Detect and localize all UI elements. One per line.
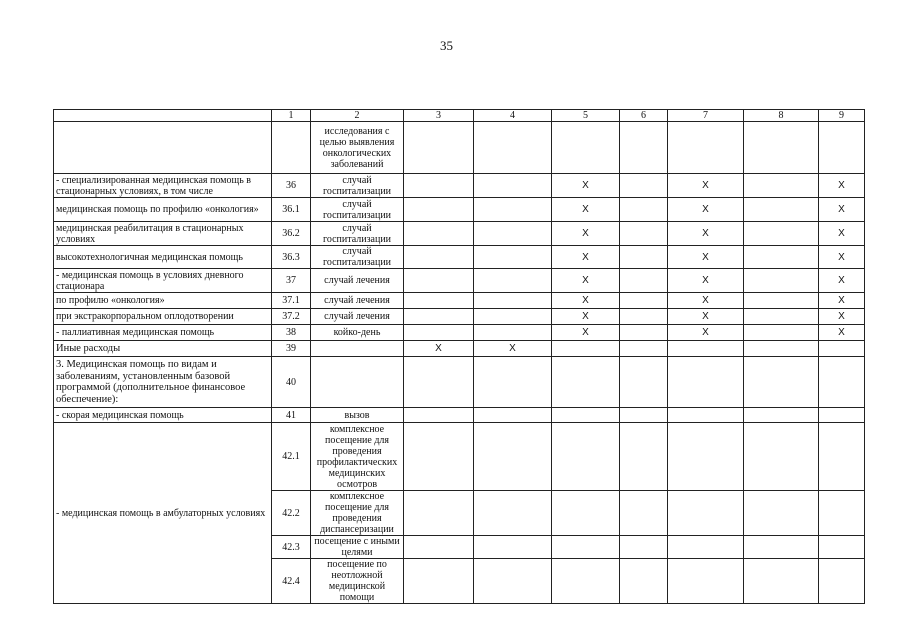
row-code: 37.2 (272, 309, 311, 325)
cell-c5 (552, 408, 620, 423)
cell-c8 (744, 491, 819, 536)
row-unit: посещение с иными целями (311, 536, 404, 559)
cell-c3: X (404, 341, 474, 357)
row-name: - медицинская помощь в условиях дневного стационара (54, 269, 272, 293)
cell-c4 (474, 246, 552, 269)
row-unit (311, 341, 404, 357)
cell-c6 (620, 423, 668, 491)
row-unit: случай госпитализации (311, 174, 404, 198)
row-name: Иные расходы (54, 341, 272, 357)
cell-c8 (744, 246, 819, 269)
cell-c6 (620, 559, 668, 604)
table-row (54, 198, 865, 222)
row-code: 36 (272, 174, 311, 198)
cell-c7 (668, 559, 744, 604)
cell-c9: X (819, 246, 865, 269)
row-name: медицинская реабилитация в стационарных условиях (54, 222, 272, 246)
header-cell: 9 (819, 110, 865, 122)
cell-c7 (668, 122, 744, 174)
header-cell (54, 110, 272, 122)
header-cell: 2 (311, 110, 404, 122)
cell-c5: X (552, 309, 620, 325)
cell-c4 (474, 357, 552, 408)
row-code: 38 (272, 325, 311, 341)
cell-c6 (620, 293, 668, 309)
cell-c3 (404, 222, 474, 246)
cell-c5 (552, 423, 620, 491)
cell-c6 (620, 174, 668, 198)
cell-c3 (404, 536, 474, 559)
row-code: 39 (272, 341, 311, 357)
header-cell: 8 (744, 110, 819, 122)
cell-c3 (404, 122, 474, 174)
cell-c8 (744, 341, 819, 357)
cell-c4 (474, 122, 552, 174)
cell-c8 (744, 536, 819, 559)
cell-c8 (744, 293, 819, 309)
cell-c3 (404, 423, 474, 491)
table-row (54, 309, 865, 325)
cell-c8 (744, 357, 819, 408)
cell-c8 (744, 325, 819, 341)
cell-c5 (552, 357, 620, 408)
cell-c3 (404, 174, 474, 198)
row-code: 36.3 (272, 246, 311, 269)
row-code (272, 122, 311, 174)
cell-c7: X (668, 222, 744, 246)
row-unit: исследования с целью выявления онкологических заболеваний (311, 122, 404, 174)
cell-c8 (744, 122, 819, 174)
cell-c8 (744, 269, 819, 293)
cell-c8 (744, 559, 819, 604)
table-row (54, 246, 865, 269)
row-name: - специализированная медицинская помощь в стационарных условиях, в том числе (54, 174, 272, 198)
cell-c7 (668, 341, 744, 357)
row-code: 37 (272, 269, 311, 293)
page-number: 35 (440, 38, 453, 53)
cell-c3 (404, 559, 474, 604)
table-row (54, 222, 865, 246)
cell-c7 (668, 536, 744, 559)
row-name: по профилю «онкология» (54, 293, 272, 309)
row-unit (311, 357, 404, 408)
row-code: 36.2 (272, 222, 311, 246)
cell-c4 (474, 222, 552, 246)
cell-c7: X (668, 198, 744, 222)
cell-c4 (474, 408, 552, 423)
row-name: - скорая медицинская помощь (54, 408, 272, 423)
table-row (54, 423, 865, 491)
cell-c7 (668, 423, 744, 491)
cell-c7 (668, 357, 744, 408)
cell-c4 (474, 536, 552, 559)
cell-c6 (620, 357, 668, 408)
cell-c9 (819, 491, 865, 536)
cell-c9: X (819, 293, 865, 309)
row-code: 42.2 (272, 491, 311, 536)
cell-c9 (819, 341, 865, 357)
cell-c6 (620, 222, 668, 246)
row-name: - паллиативная медицинская помощь (54, 325, 272, 341)
cell-c7: X (668, 174, 744, 198)
cell-c5: X (552, 246, 620, 269)
cell-c9 (819, 536, 865, 559)
row-code: 42.1 (272, 423, 311, 491)
row-code: 40 (272, 357, 311, 408)
cell-c6 (620, 309, 668, 325)
cell-c7: X (668, 269, 744, 293)
cell-c3 (404, 357, 474, 408)
header-row (54, 110, 865, 122)
cell-c5: X (552, 325, 620, 341)
row-unit: комплексное посещение для проведения диспансеризации (311, 491, 404, 536)
cell-c9 (819, 357, 865, 408)
cell-c9 (819, 559, 865, 604)
row-name: 3. Медицинская помощь по видам и заболеваниям, установленным базовой программой (дополнительное финансовое обеспечение): (54, 357, 272, 408)
row-unit: случай госпитализации (311, 246, 404, 269)
header-cell: 7 (668, 110, 744, 122)
table-row (54, 357, 865, 408)
cell-c7: X (668, 293, 744, 309)
cell-c6 (620, 491, 668, 536)
cell-c7 (668, 491, 744, 536)
header-cell: 5 (552, 110, 620, 122)
cell-c7: X (668, 309, 744, 325)
cell-c6 (620, 408, 668, 423)
cell-c9: X (819, 174, 865, 198)
table-row (54, 174, 865, 198)
cell-c5: X (552, 269, 620, 293)
cell-c4 (474, 325, 552, 341)
cell-c8 (744, 174, 819, 198)
cell-c8 (744, 309, 819, 325)
cell-c5 (552, 491, 620, 536)
row-code: 37.1 (272, 293, 311, 309)
cell-c9: X (819, 222, 865, 246)
cell-c8 (744, 408, 819, 423)
cell-c3 (404, 198, 474, 222)
row-name (54, 122, 272, 174)
cell-c7: X (668, 246, 744, 269)
row-code: 42.3 (272, 536, 311, 559)
cell-c5 (552, 559, 620, 604)
header-cell: 6 (620, 110, 668, 122)
row-unit: случай госпитализации (311, 222, 404, 246)
cell-c5: X (552, 198, 620, 222)
cell-c6 (620, 246, 668, 269)
row-name: при экстракорпоральном оплодотворении (54, 309, 272, 325)
row-code: 42.4 (272, 559, 311, 604)
cell-c4 (474, 269, 552, 293)
table-row (54, 269, 865, 293)
cell-c9: X (819, 269, 865, 293)
cell-c6 (620, 122, 668, 174)
row-name: - медицинская помощь в амбулаторных условиях (54, 423, 272, 604)
row-unit: случай лечения (311, 309, 404, 325)
header-cell: 1 (272, 110, 311, 122)
cell-c8 (744, 222, 819, 246)
data-table (53, 109, 865, 604)
cell-c4 (474, 198, 552, 222)
cell-c5 (552, 122, 620, 174)
cell-c7 (668, 408, 744, 423)
table-row (54, 293, 865, 309)
cell-c9 (819, 122, 865, 174)
cell-c3 (404, 269, 474, 293)
cell-c9 (819, 408, 865, 423)
cell-c5 (552, 536, 620, 559)
cell-c4 (474, 309, 552, 325)
row-unit: случай лечения (311, 269, 404, 293)
row-unit: койко-день (311, 325, 404, 341)
table-row (54, 408, 865, 423)
cell-c3 (404, 408, 474, 423)
cell-c3 (404, 309, 474, 325)
cell-c4 (474, 491, 552, 536)
cell-c6 (620, 536, 668, 559)
row-unit: комплексное посещение для проведения профилактических медицинских осмотров (311, 423, 404, 491)
cell-c5 (552, 341, 620, 357)
table-row (54, 122, 865, 174)
cell-c3 (404, 246, 474, 269)
cell-c6 (620, 269, 668, 293)
cell-c4: X (474, 341, 552, 357)
cell-c4 (474, 174, 552, 198)
row-code: 36.1 (272, 198, 311, 222)
cell-c3 (404, 293, 474, 309)
row-name: медицинская помощь по профилю «онкология» (54, 198, 272, 222)
cell-c9: X (819, 325, 865, 341)
header-cell: 4 (474, 110, 552, 122)
cell-c6 (620, 198, 668, 222)
cell-c5: X (552, 174, 620, 198)
row-unit: случай лечения (311, 293, 404, 309)
header-cell: 3 (404, 110, 474, 122)
cell-c3 (404, 491, 474, 536)
row-code: 41 (272, 408, 311, 423)
cell-c9 (819, 423, 865, 491)
row-unit: случай госпитализации (311, 198, 404, 222)
row-unit: посещение по неотложной медицинской помощи (311, 559, 404, 604)
cell-c5: X (552, 293, 620, 309)
cell-c8 (744, 198, 819, 222)
cell-c6 (620, 341, 668, 357)
table-row (54, 325, 865, 341)
cell-c7: X (668, 325, 744, 341)
row-name: высокотехнологичная медицинская помощь (54, 246, 272, 269)
cell-c9: X (819, 309, 865, 325)
cell-c4 (474, 559, 552, 604)
cell-c5: X (552, 222, 620, 246)
cell-c6 (620, 325, 668, 341)
table-row (54, 341, 865, 357)
cell-c4 (474, 423, 552, 491)
cell-c3 (404, 325, 474, 341)
cell-c4 (474, 293, 552, 309)
cell-c8 (744, 423, 819, 491)
cell-c9: X (819, 198, 865, 222)
row-unit: вызов (311, 408, 404, 423)
